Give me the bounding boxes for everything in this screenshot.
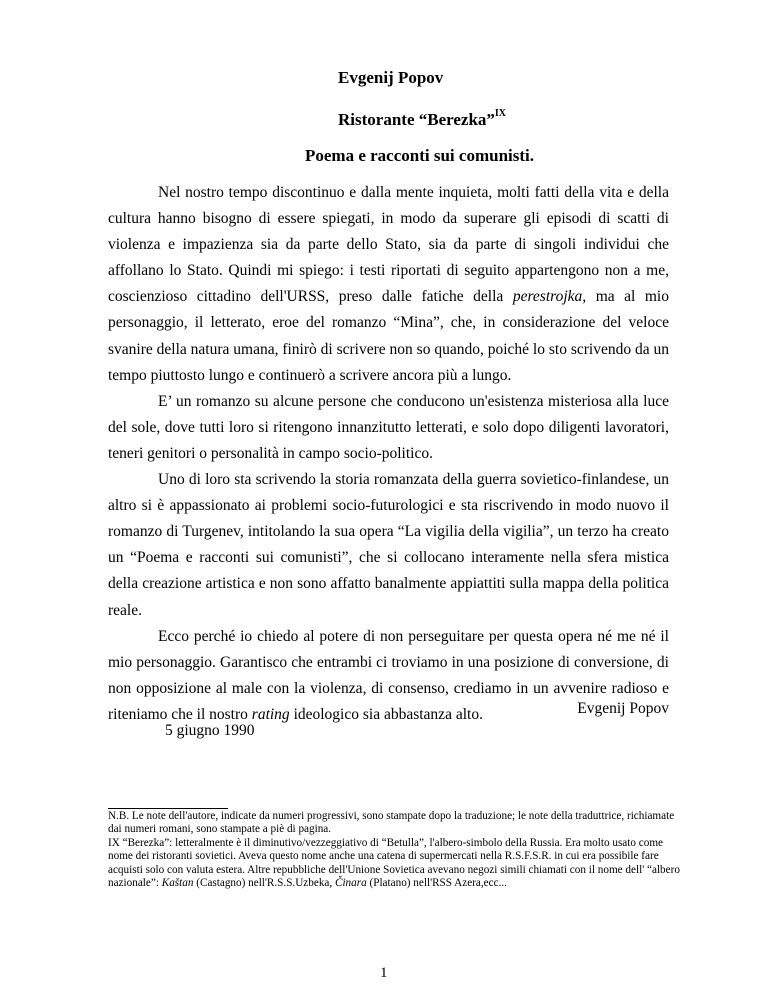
footnote-ix-text-c: (Platano) nell'RSS Azera,ecc...: [366, 877, 507, 890]
footnote-nb: N.B. Le note dell'autore, indicate da numeri progressivi, sono stampate dopo la traduzione; le note della traduttrice, richiamate dai numeri romani, sono stampate a piè di pagina.: [108, 810, 675, 836]
footnote-ix-text-b: (Castagno) nell'R.S.S.Uzbeka,: [193, 877, 335, 890]
footnotes: [108, 810, 686, 890]
page-number: 1: [380, 965, 388, 981]
date: 5 giugno 1990: [165, 722, 255, 739]
paragraph-1-text-a: Nel nostro tempo discontinuo e dalla mente inquieta, molti fatti della vita e della cultura hanno bisogno di essere spiegati, in modo da superare gli episodi di scatti di violenza e impazienza sia da parte dello Stato, sia da parte di singoli individui che affollano lo Stato. Quindi mi spiego: i testi riportati di seguito appartengono non a me, coscienzioso cittadino dell'URSS, preso dalle fatiche della: [108, 184, 669, 306]
footnote-ix-italic-2: Činara: [334, 877, 367, 890]
author-name: Evgenij Popov: [338, 68, 444, 87]
paragraph-1-italic: perestrojka,: [512, 288, 587, 306]
work-title: [338, 110, 506, 130]
paragraph-4-text-b: ideologico sia abbastanza alto.: [289, 705, 483, 723]
paragraph-4-text-a: Ecco perché io chiedo al potere di non perseguitare per questa opera né me né il mio personaggio. Garantisco che entrambi ci troviamo in una posizione di conversione, di non opposizione al male con la violenza, di consenso, crediamo in un avvenire radioso e riteniamo che il nostro: [108, 627, 669, 723]
paragraph-1-text-b: ma al mio personaggio, il letterato, eroe del romanzo “Mina”, che, in considerazione del veloce svanire della natura umana, finirò di scrivere non so quando, poiché lo sto scrivendo da un tempo piuttosto lungo e continuerò a scrivere ancora più a lungo.: [108, 288, 669, 384]
footnote-divider: [108, 808, 228, 809]
signature: Evgenij Popov: [577, 700, 669, 717]
paragraph-4-italic: rating: [251, 705, 290, 723]
work-title-text: Ristorante “Berezka”: [338, 110, 495, 129]
footnote-ix-text-a: IX “Berezka”: letteralmente è il diminutivo/vezzeggiativo di “Betulla”, l'albero-simbolo della Russia. Era molto usato come nome dei ristoranti sovietici. Aveva questo nome anche una catena di supermercati nella R.S.F.S.R. in cui era possibile fare acquisti solo con valuta estera. Altre repubbliche dell'Unione Sovietica avevano negozi simili chiamati con il nome dell' “albero nazionale”:: [108, 836, 680, 890]
footnote-ix: [108, 837, 686, 891]
footnote-ix-italic-1: Kaštan: [161, 877, 194, 890]
paragraph-1: [108, 180, 669, 389]
paragraph-3: Uno di loro sta scrivendo la storia romanzata della guerra sovietico-finlandese, un altro si è appassionato ai problemi socio-futurologici e sta riscrivendo in modo nuovo il romanzo di Turgenev, intitolando la sua opera “La vigilia della vigilia”, un terzo ha creato un “Poema e racconti sui comunisti”, che si collocano interamente nella sfera mistica della creazione artistica e non sono affatto banalmente appiattiti sulla mappa della politica reale.: [108, 471, 669, 619]
main-text: [108, 180, 669, 728]
footnote-marker-ix[interactable]: IX: [494, 108, 507, 120]
paragraph-2: E’ un romanzo su alcune persone che conducono un'esistenza misteriosa alla luce del sole, dove tutti loro si ritengono innanzitutto letterati, e solo dopo diligenti lavoratori, teneri genitori o personalità in campo socio-politico.: [108, 392, 669, 462]
work-subtitle: Poema e racconti sui comunisti.: [305, 146, 534, 165]
